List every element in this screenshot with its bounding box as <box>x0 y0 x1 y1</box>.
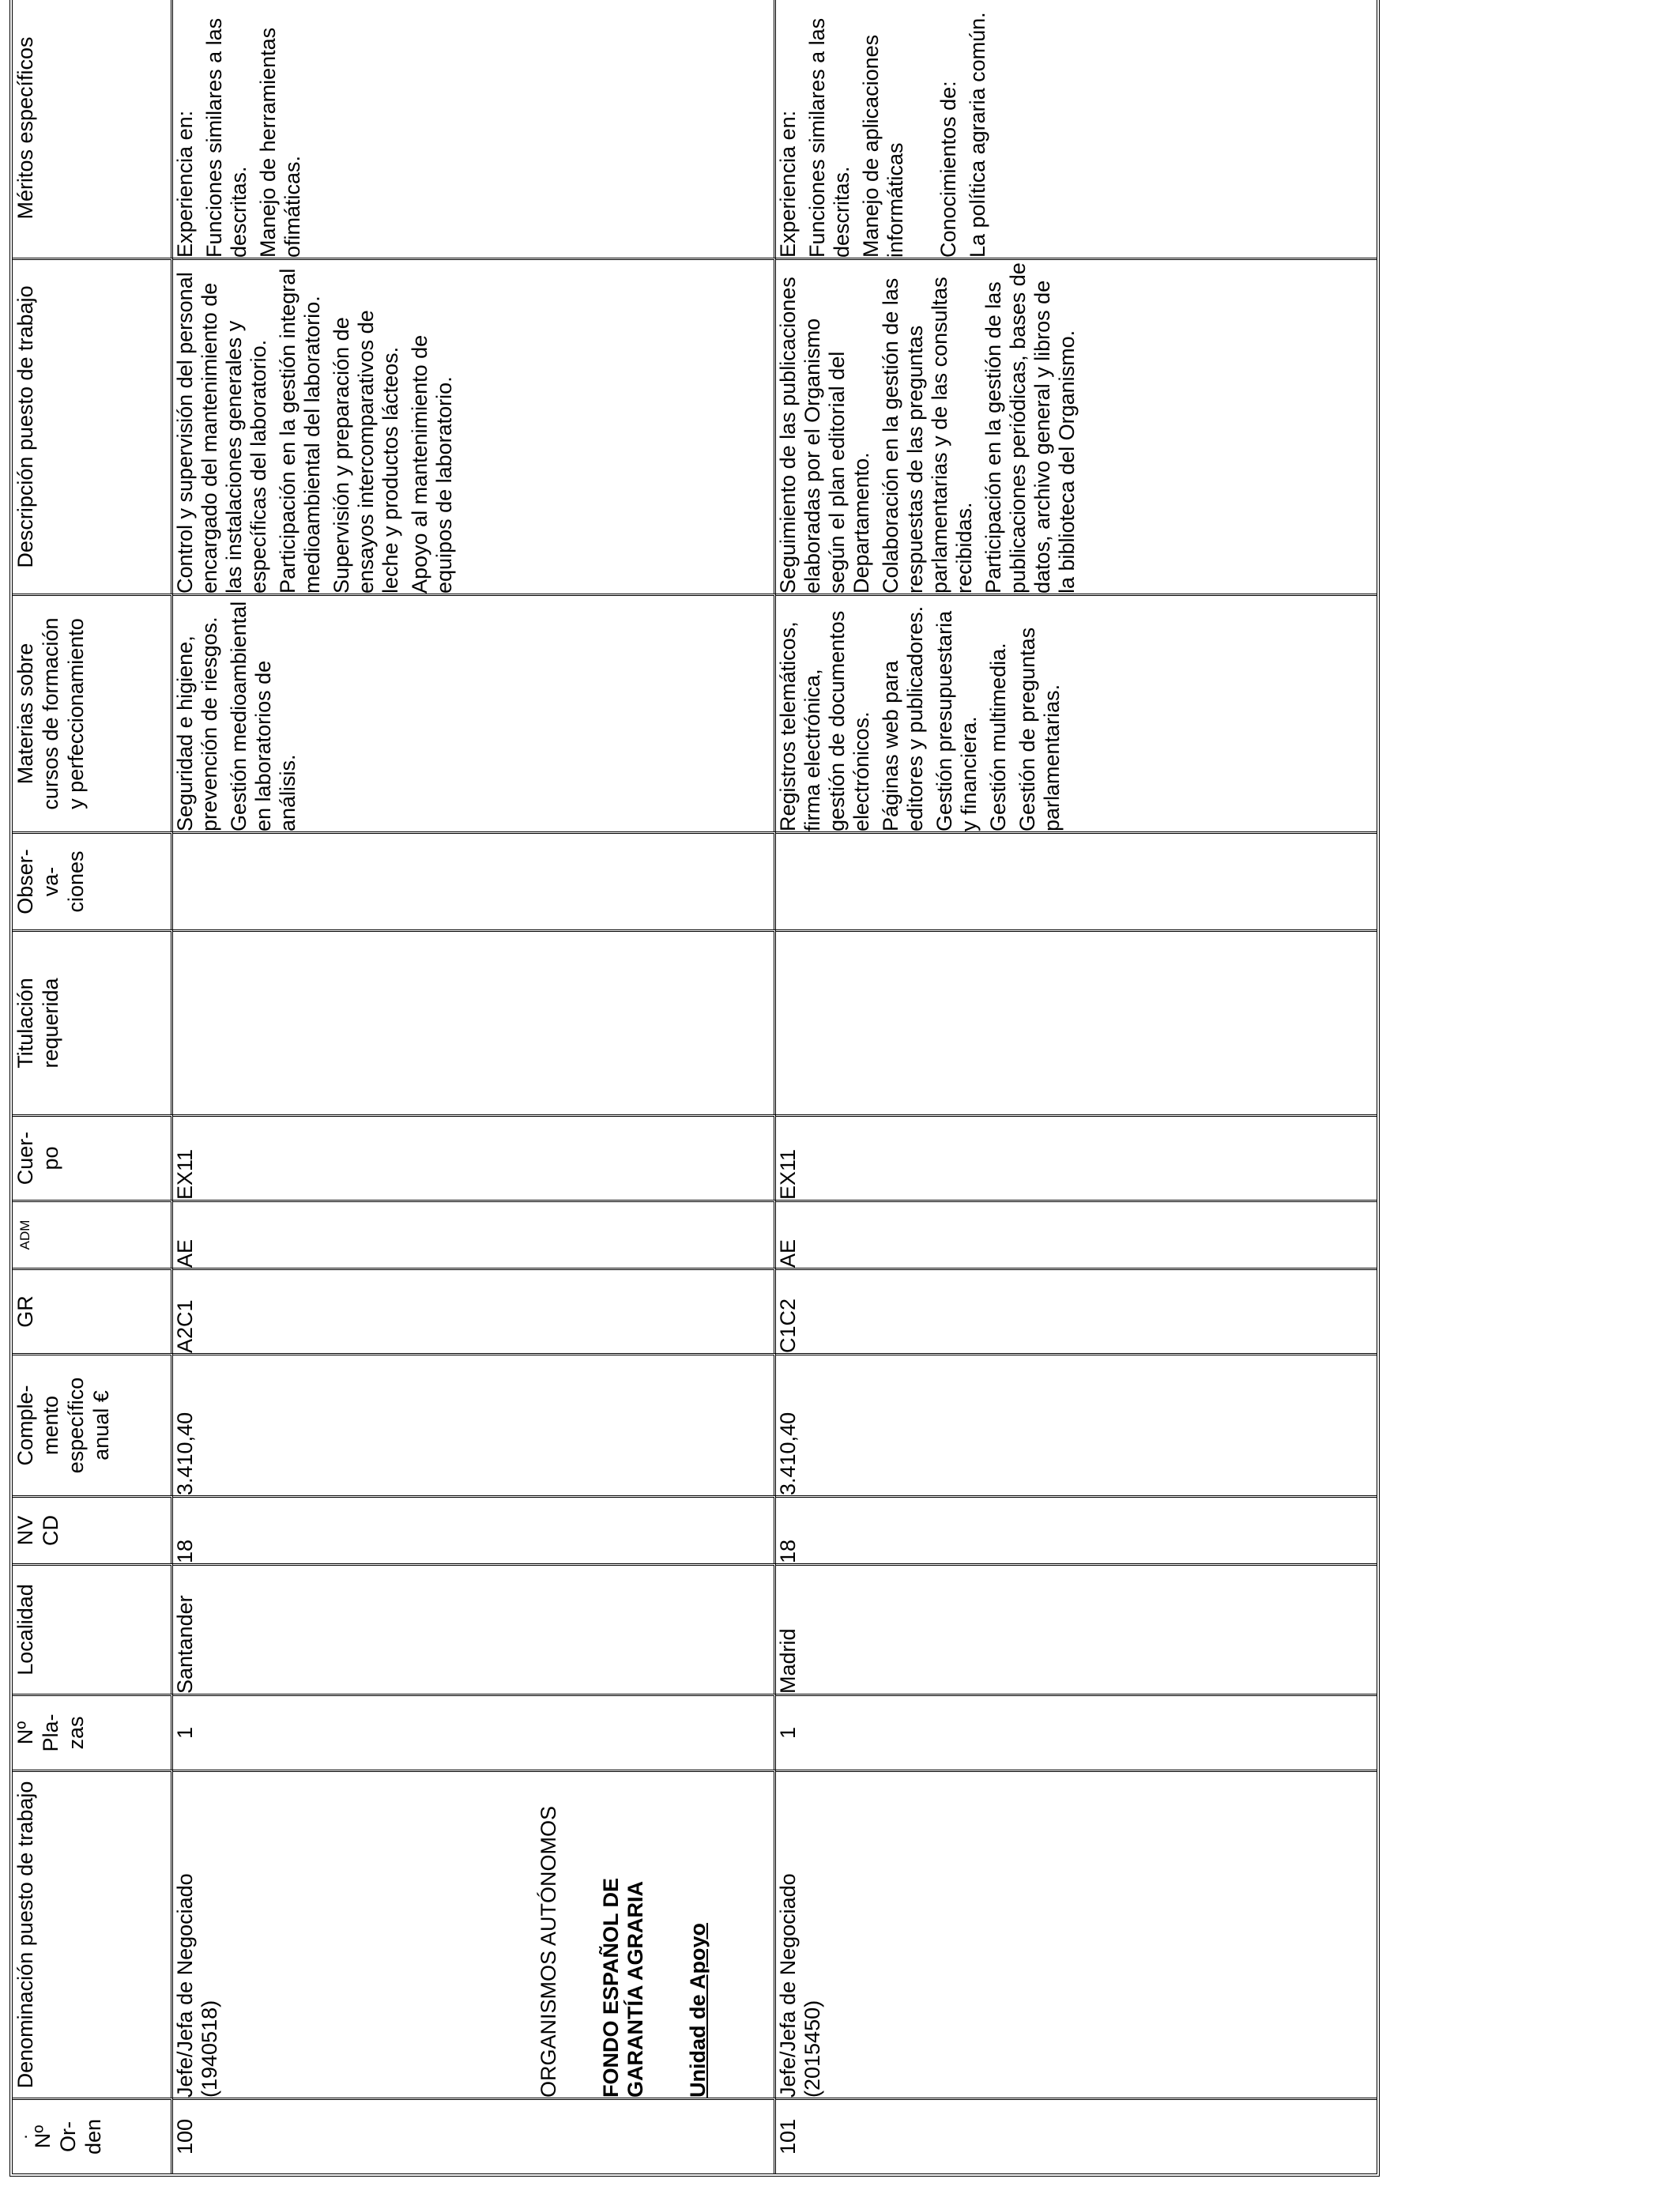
cell-cuerpo: EX11 <box>173 1114 776 1200</box>
cell-denominacion <box>173 1770 776 2098</box>
materia-item: Gestión de preguntas parlamentarias. <box>1015 627 1064 831</box>
codigo-text: (2015450) <box>800 2000 824 2098</box>
descripcion-item: Participación en la gestión integral medioambiental del laboratorio. <box>276 268 324 594</box>
cell-plazas: 1 <box>173 1694 776 1770</box>
header-titulacion: Titulación requerida <box>13 929 173 1114</box>
materia-item: Gestión medioambiental en laboratorios de análisis. <box>227 601 299 831</box>
cell-meritos <box>776 0 1377 258</box>
cell-denominacion <box>776 1770 1377 2098</box>
merito-item: Manejo de aplicaciones informáticas <box>859 34 907 258</box>
section-unidad: Unidad de Apoyo <box>686 1923 710 2098</box>
descripcion-item: Apoyo al mantenimiento de equipos de laboratorio. <box>408 334 456 594</box>
header-orden: . Nº Or- den <box>13 2098 173 2173</box>
cell-orden: 101 <box>776 2098 1377 2173</box>
section-organismos: ORGANISMOS AUTÓNOMOS <box>537 1805 560 2098</box>
materia-item: Registros telemáticos, firma electrónica, gestión de documentos electrónicos. <box>776 610 873 831</box>
cell-nivel: 18 <box>173 1495 776 1563</box>
header-cuerpo: Cuer- po <box>13 1114 173 1200</box>
header-nivel: NV CD <box>13 1495 173 1563</box>
merito-item: La política agraria común. <box>966 12 989 258</box>
descripcion-item: Supervisión y preparación de ensayos intercomparativos de leche y productos lácteos. <box>330 310 402 594</box>
header-complemento: Comple- mento específico anual € <box>13 1353 173 1495</box>
cell-grupo: A2C1 <box>173 1268 776 1353</box>
cell-orden: 100 <box>173 2098 776 2173</box>
materia-item: Páginas web para editores y publicadores. <box>879 605 927 831</box>
header-row <box>13 0 173 2173</box>
job-positions-table <box>9 0 1380 2177</box>
cell-localidad: Santander <box>173 1563 776 1694</box>
cell-plazas: 1 <box>776 1694 1377 1770</box>
header-denominacion: Denominación puesto de trabajo <box>13 1770 173 2098</box>
header-observaciones: Obser- va- ciones <box>13 831 173 929</box>
cell-observaciones <box>776 831 1377 929</box>
meritos-title: Experiencia en: <box>776 110 800 258</box>
header-descripcion: Descripción puesto de trabajo <box>13 258 173 594</box>
header-adm: ADM <box>13 1200 173 1268</box>
cell-titulacion <box>776 929 1377 1114</box>
header-meritos: Méritos específicos <box>13 0 173 258</box>
descripcion-item: Colaboración en la gestión de las respuestas de las preguntas parlamentarias y de las consultas recibidas. <box>879 277 976 594</box>
materia-item: Gestión presupuestaria y financiera. <box>932 610 981 831</box>
cell-complemento: 3.410,40 <box>173 1353 776 1495</box>
header-materias: Materias sobre cursos de formación y perfeccionamiento <box>13 594 173 831</box>
cell-complemento: 3.410,40 <box>776 1353 1377 1495</box>
cell-adm: AE <box>173 1200 776 1268</box>
cell-localidad: Madrid <box>776 1563 1377 1694</box>
section-fega: FONDO ESPAÑOL DE GARANTÍA AGRARIA <box>599 1877 647 2098</box>
meritos-title: Experiencia en: <box>173 110 197 258</box>
cell-descripcion <box>173 258 776 594</box>
header-localidad: Localidad <box>13 1563 173 1694</box>
cell-nivel: 18 <box>776 1495 1377 1563</box>
denominacion-text: Jefe/Jefa de Negociado <box>776 1873 800 2098</box>
table-row <box>776 0 1377 2173</box>
materia-item: Gestión multimedia. <box>986 643 1010 831</box>
cell-cuerpo: EX11 <box>776 1114 1377 1200</box>
table-row <box>173 0 776 2173</box>
cell-adm: AE <box>776 1200 1377 1268</box>
cell-materias <box>776 594 1377 831</box>
descripcion-item: Seguimiento de las publicaciones elaboradas por el Organismo según el plan editorial del Departamento. <box>776 277 873 594</box>
descripcion-item: Control y supervisión del personal encargado del mantenimiento de las instalaciones generales y específicas del laboratorio. <box>173 272 270 594</box>
denominacion-text: Jefe/Jefa de Negociado <box>173 1873 197 2098</box>
merito-item: Funciones similares a las descritas. <box>202 17 250 258</box>
merito-item: Funciones similares a las descritas. <box>805 17 853 258</box>
meritos-title: Conocimientos de: <box>936 81 960 258</box>
header-grupo: GR <box>13 1268 173 1353</box>
descripcion-item: Participación en la gestión de las publicaciones periódicas, bases de datos, archivo general y libros de la biblioteca del Organismo. <box>981 262 1079 594</box>
codigo-text: (1940518) <box>198 2000 221 2098</box>
cell-descripcion <box>776 258 1377 594</box>
materia-item: Seguridad e higiene, prevención de riesgos. <box>173 616 221 831</box>
cell-observaciones <box>173 831 776 929</box>
cell-titulacion <box>173 929 776 1114</box>
cell-materias <box>173 594 776 831</box>
header-plazas: Nº Pla- zas <box>13 1694 173 1770</box>
cell-grupo: C1C2 <box>776 1268 1377 1353</box>
merito-item: Manejo de herramientas ofimáticas. <box>256 27 304 258</box>
cell-meritos <box>173 0 776 258</box>
